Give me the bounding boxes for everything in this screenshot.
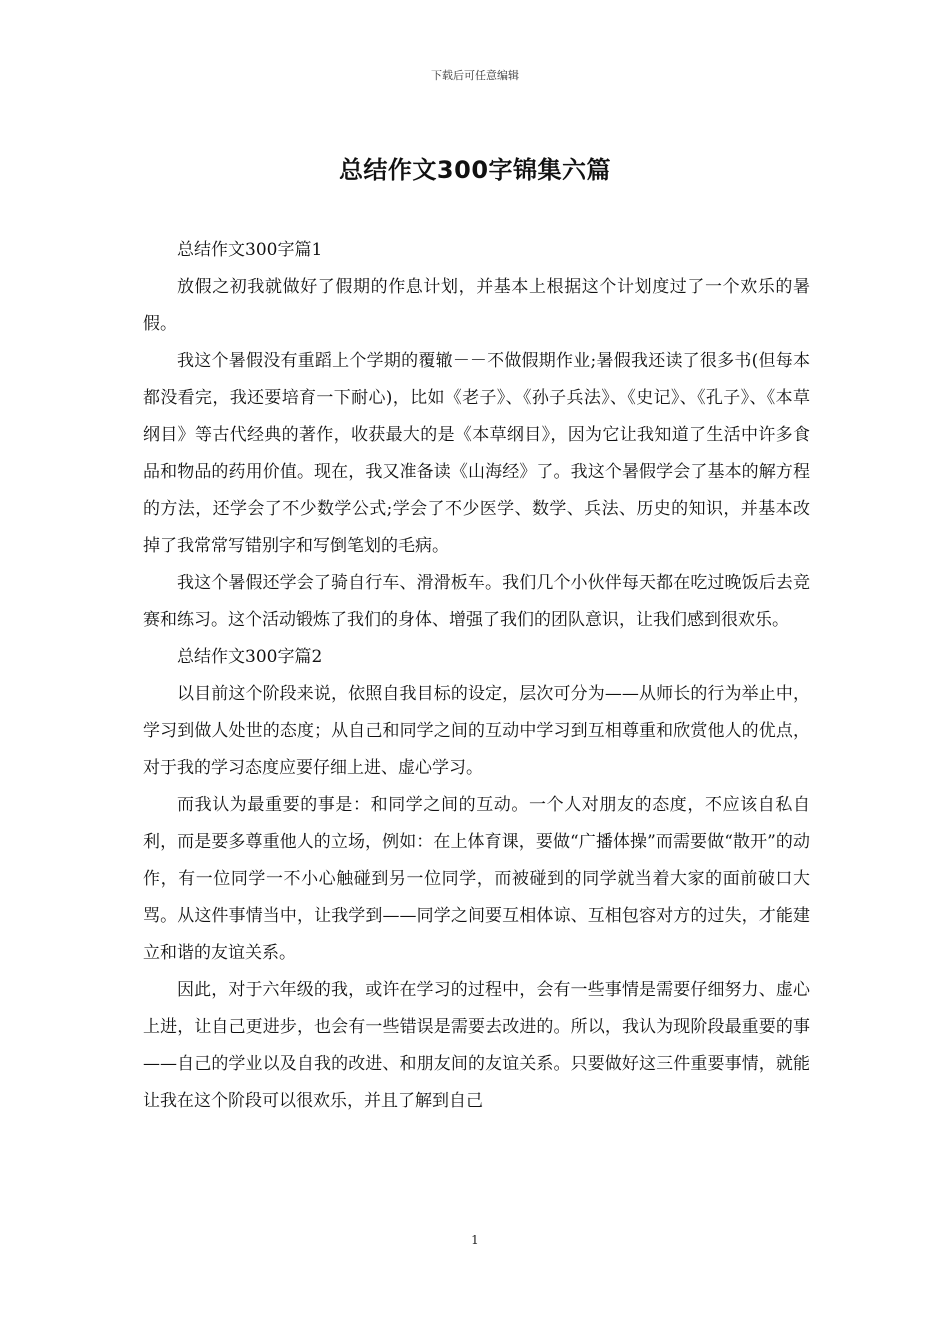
paragraph: 放假之初我就做好了假期的作息计划，并基本上根据这个计划度过了一个欢乐的暑假。 — [143, 277, 810, 334]
paragraph: 我这个暑假没有重蹈上个学期的覆辙－－不做假期作业;暑假我还读了很多书(但每本都没看完，我还要培育一下耐心)，比如《老子》、《孙子兵法》、《史记》、《孔子》、《本草纲目》等古代经典的著作，收获最大的是《本草纲目》，因为它让我知道了生活中许多食品和物品的药用价值。现在，我又准备读《山海经》了。我这个暑假学会了基本的解方程的方法，还学会了不少数学公式;学会了不少医学、数学、兵法、历史的知识，并基本改掉了我常常写错别字和写倒笔划的毛病。 — [143, 351, 810, 556]
paragraph: 因此，对于六年级的我，或许在学习的过程中，会有一些事情是需要仔细努力、虚心上进，让自己更进步，也会有一些错误是需要去改进的。所以，我认为现阶段最重要的事——自己的学业以及自我的改进、和朋友间的友谊关系。只要做好这三件重要事情，就能让我在这个阶段可以很欢乐，并且了解到自己 — [143, 980, 810, 1111]
section-heading-2: 总结作文300字篇2 — [177, 647, 323, 667]
page-number: 1 — [471, 1233, 479, 1247]
paragraph: 而我认为最重要的事是：和同学之间的互动。一个人对朋友的态度，不应该自私自利，而是要多尊重他人的立场，例如：在上体育课，要做“广播体操”而需要做“散开”的动作，有一位同学一不小心触碰到另一位同学，而被碰到的同学就当着大家的面前破口大骂。从这件事情当中，让我学到——同学之间要互相体谅、互相包容对方的过失，才能建立和谐的友谊关系。 — [143, 795, 810, 963]
section-heading-1: 总结作文300字篇1 — [177, 240, 323, 260]
header-note: 下载后可任意编辑 — [431, 69, 519, 82]
document-title: 总结作文300字锦集六篇 — [338, 156, 612, 184]
document-body — [143, 232, 810, 1120]
paragraph: 以目前这个阶段来说，依照自我目标的设定，层次可分为——从师长的行为举止中，学习到做人处世的态度；从自己和同学之间的互动中学习到互相尊重和欣赏他人的优点，对于我的学习态度应要仔细上进、虚心学习。 — [143, 684, 810, 778]
paragraph: 我这个暑假还学会了骑自行车、滑滑板车。我们几个小伙伴每天都在吃过晚饭后去竞赛和练习。这个活动锻炼了我们的身体、增强了我们的团队意识，让我们感到很欢乐。 — [143, 573, 810, 630]
